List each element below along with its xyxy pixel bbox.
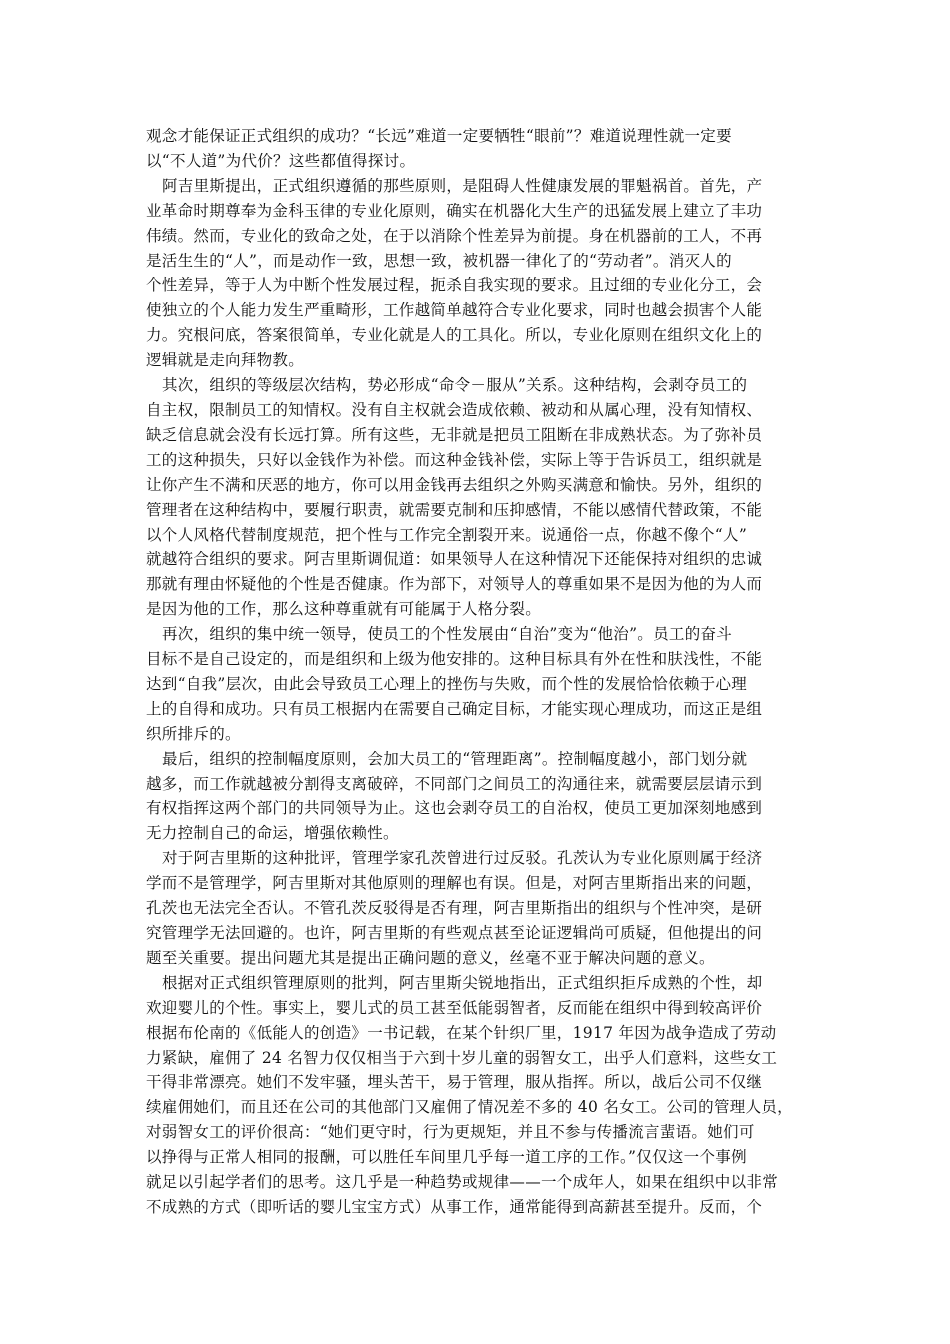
text-line: 孔茨也无法完全否认。不管孔茨反驳得是否有理，阿吉里斯指出的组织与个性冲突，是研 [146, 899, 763, 918]
text-line: 对弱智女工的评价很高：“她们更守时，行为更规矩，并且不参与传播流言蜚语。她们可 [146, 1123, 755, 1142]
text-line: 其次，组织的等级层次结构，势必形成“命令－服从”关系。这种结构，会剥夺员工的 [162, 376, 748, 395]
text-line: 工的这种损失，只好以金钱作为补偿。而这种金钱补偿，实际上等于告诉员工，组织就是 [146, 450, 763, 469]
text-line: 欢迎婴儿的个性。事实上，婴儿式的员工甚至低能弱智者，反而能在组织中得到较高评价 [146, 998, 763, 1017]
text-line: 观念才能保证正式组织的成功？“长远”难道一定要牺牲“眼前”？难道说理性就一定要 [146, 127, 732, 145]
text-line: 越多，而工作就越被分割得支离破碎，不同部门之间员工的沟通往来，就需要层层请示到 [146, 774, 763, 793]
text-line: 管理者在这种结构中，要履行职责，就需要克制和压抑感情，不能以感情代替政策，不能 [146, 500, 763, 519]
text-line: 究管理学无法回避的。也许，阿吉里斯的有些观点甚至论证逻辑尚可质疑，但他提出的问 [146, 924, 763, 942]
text-line: 以“不人道”为代价？这些都值得探讨。 [146, 151, 416, 170]
text-line: 题至关重要。提出问题尤其是提出正确问题的意义，丝毫不亚于解决问题的意义。 [146, 948, 715, 967]
text-line: 就足以引起学者们的思考。这几乎是一种趋势或规律——一个成年人，如果在组织中以非常 [146, 1173, 779, 1192]
text-line: 是活生生的“人”，而是动作一致，思想一致，被机器一律化了的“劳动者”。消灭人的 [146, 251, 732, 270]
text-line: 根据对正式组织管理原则的批判，阿吉里斯尖锐地指出，正式组织拒斥成熟的个性，却 [162, 973, 763, 992]
text-line: 伟绩。然而，专业化的致命之处，在于以消除个性差异为前提。身在机器前的工人，不再 [146, 226, 763, 245]
text-line: 干得非常漂亮。她们不发牢骚，埋头苦干，易于管理，服从指挥。所以，战后公司不仅继 [146, 1073, 763, 1092]
text-line: 业革命时期尊奉为金科玉律的专业化原则，确实在机器化大生产的迅猛发展上建立了丰功 [146, 201, 763, 220]
text-line: 是因为他的工作，那么这种尊重就有可能属于人格分裂。 [146, 600, 542, 619]
text-line: 阿吉里斯提出，正式组织遵循的那些原则，是阻碍人性健康发展的罪魁祸首。首先，产 [162, 176, 763, 195]
text-line: 以个人风格代替制度规范，把个性与工作完全割裂开来。说通俗一点，你越不像个“人” [146, 525, 748, 544]
text-line: 有权指挥这两个部门的共同领导为止。这也会剥夺员工的自治权，使员工更加深刻地感到 [146, 799, 763, 818]
text-line: 织所排斥的。 [146, 724, 241, 743]
text-line: 再次，组织的集中统一领导，使员工的个性发展由“自治”变为“他治”。员工的奋斗 [162, 625, 733, 644]
paragraph-6 [146, 846, 809, 971]
paragraph-1 [146, 124, 809, 174]
text-line: 力紧缺，雇佣了 24 名智力仅仅相当于六到十岁儿童的弱智女工，出乎人们意料，这些女工 [146, 1048, 778, 1067]
text-line: 自主权，限制员工的知情权。没有自主权就会造成依赖、被动和从属心理，没有知情权、 [146, 400, 763, 419]
text-line: 让你产生不满和厌恶的地方，你可以用金钱再去组织之外购买满意和愉快。另外，组织的 [146, 475, 763, 494]
paragraph-4 [146, 622, 809, 747]
paragraph-5 [146, 747, 809, 847]
text-line: 根据布伦南的《低能人的创造》一书记载，在某个针织厂里，1917 年因为战争造成了劳动 [146, 1023, 777, 1042]
text-line: 最后，组织的控制幅度原则，会加大员工的“管理距离”。控制幅度越小，部门划分就 [162, 749, 748, 768]
paragraph-3 [146, 373, 809, 622]
text-line: 缺乏信息就会没有长远打算。所有这些，无非就是把员工阻断在非成熟状态。为了弥补员 [146, 425, 763, 444]
text-line: 力。究根问底，答案很简单，专业化就是人的工具化。所以，专业化原则在组织文化上的 [146, 326, 763, 345]
text-line: 以挣得与正常人相同的报酬，可以胜任车间里几乎每一道工序的工作。”仅仅这一个事例 [146, 1148, 747, 1167]
text-line: 上的自得和成功。只有员工根据内在需要自己确定目标，才能实现心理成功，而这正是组 [146, 699, 763, 718]
document-page [146, 124, 809, 1220]
text-line: 逻辑就是走向拜物教。 [146, 351, 305, 370]
text-line: 就越符合组织的要求。阿吉里斯调侃道：如果领导人在这种情况下还能保持对组织的忠诚 [146, 550, 763, 569]
text-line: 个性差异，等于人为中断个性发展过程，扼杀自我实现的要求。且过细的专业化分工，会 [146, 276, 763, 295]
text-line: 目标不是自己设定的，而是组织和上级为他安排的。这种目标具有外在性和肤浅性，不能 [146, 650, 763, 669]
text-line: 不成熟的方式（即听话的婴儿宝宝方式）从事工作，通常能得到高薪甚至提升。反而，个 [146, 1197, 763, 1216]
text-line: 无力控制自己的命运，增强依赖性。 [146, 824, 399, 843]
text-line: 对于阿吉里斯的这种批评，管理学家孔茨曾进行过反驳。孔茨认为专业化原则属于经济 [162, 849, 763, 868]
text-line: 学而不是管理学，阿吉里斯对其他原则的理解也有误。但是，对阿吉里斯指出来的问题， [146, 874, 763, 893]
text-line: 续雇佣她们，而且还在公司的其他部门又雇佣了情况差不多的 40 名女工。公司的管理人员， [146, 1098, 793, 1117]
paragraph-7 [146, 971, 809, 1220]
text-line: 那就有理由怀疑他的个性是否健康。作为部下，对领导人的尊重如果不是因为他的为人而 [146, 575, 763, 594]
paragraph-2 [146, 174, 809, 373]
text-line: 达到“自我”层次，由此会导致员工心理上的挫伤与失败，而个性的发展恰恰依赖于心理 [146, 674, 748, 693]
text-line: 使独立的个人能力发生严重畸形，工作越简单越符合专业化要求，同时也越会损害个人能 [146, 301, 763, 320]
